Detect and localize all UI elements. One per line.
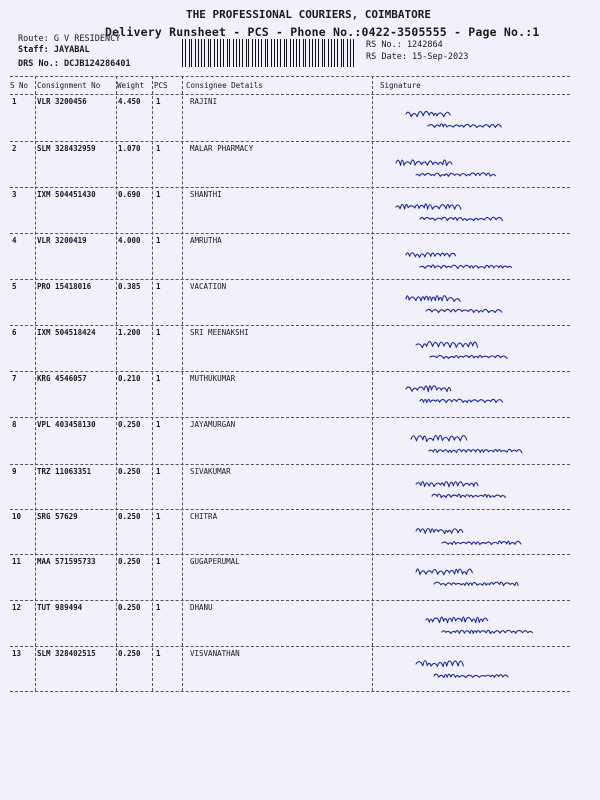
row-consignment-no: TRZ 11063351 [37, 467, 92, 476]
row-consignment-no: VLR 3200456 [37, 97, 87, 106]
signature-image [376, 373, 566, 417]
row-weight: 0.385 [118, 282, 141, 291]
row-sno: 6 [12, 328, 17, 337]
row-consignment-no: KRG 4546057 [37, 374, 87, 383]
row-pcs: 1 [156, 144, 161, 153]
row-consignment-no: VPL 403458130 [37, 420, 96, 429]
row-sno: 2 [12, 144, 17, 153]
row-pcs: 1 [156, 374, 161, 383]
row-divider [10, 464, 570, 465]
row-sno: 10 [12, 512, 22, 521]
signature-image [376, 281, 566, 325]
row-sno: 13 [12, 649, 22, 658]
col-header-signature: Signature [380, 81, 421, 90]
signature-image [376, 143, 566, 187]
row-divider [10, 325, 570, 326]
row-pcs: 1 [156, 420, 161, 429]
row-consignment-no: IXM 504518424 [37, 328, 96, 337]
row-consignee: JAYAMURGAN [190, 420, 236, 429]
row-divider [10, 600, 570, 601]
col-header-sno: S No [10, 81, 29, 90]
row-pcs: 1 [156, 512, 161, 521]
barcode [182, 39, 356, 67]
column-divider [372, 76, 373, 691]
row-weight: 0.250 [118, 467, 141, 476]
row-consignee: VISVANATHAN [190, 649, 240, 658]
runsheet-title: Delivery Runsheet - PCS - Phone No.:0422-3505555 - Page No.:1 [105, 25, 540, 39]
row-consignee: SHANTHI [190, 190, 222, 199]
row-pcs: 1 [156, 557, 161, 566]
row-consignee: CHITRA [190, 512, 218, 521]
table-top-divider [10, 76, 570, 77]
signature-image [376, 648, 566, 692]
row-consignment-no: MAA 571595733 [37, 557, 96, 566]
row-consignment-no: SRG 57629 [37, 512, 78, 521]
row-divider [10, 141, 570, 142]
row-weight: 0.250 [118, 603, 141, 612]
row-divider [10, 371, 570, 372]
column-divider [182, 76, 183, 691]
row-weight: 0.250 [118, 512, 141, 521]
row-divider [10, 233, 570, 234]
row-sno: 4 [12, 236, 17, 245]
col-header-consignment: Consignment No [37, 81, 101, 90]
staff-label: Staff: JAYABAL [18, 45, 90, 55]
row-consignment-no: PRO 15418016 [37, 282, 92, 291]
row-consignee: MUTHUKUMAR [190, 374, 236, 383]
row-weight: 4.000 [118, 236, 141, 245]
column-divider [116, 76, 117, 691]
row-sno: 7 [12, 374, 17, 383]
row-consignee: MALAR PHARMACY [190, 144, 254, 153]
row-divider [10, 646, 570, 647]
row-consignment-no: VLR 3200419 [37, 236, 87, 245]
row-consignee: DHANU [190, 603, 213, 612]
row-sno: 12 [12, 603, 22, 612]
row-sno: 11 [12, 557, 22, 566]
row-consignee: SRI MEENAKSHI [190, 328, 249, 337]
row-pcs: 1 [156, 328, 161, 337]
row-pcs: 1 [156, 467, 161, 476]
row-pcs: 1 [156, 236, 161, 245]
row-divider [10, 187, 570, 188]
row-consignee: GUGAPERUMAL [190, 557, 240, 566]
row-weight: 0.250 [118, 649, 141, 658]
row-weight: 0.250 [118, 557, 141, 566]
row-weight: 0.250 [118, 420, 141, 429]
signature-image [376, 466, 566, 510]
signature-image [376, 556, 566, 600]
row-consignment-no: SLM 328432959 [37, 144, 96, 153]
signature-image [376, 511, 566, 555]
row-weight: 0.210 [118, 374, 141, 383]
signature-image [376, 419, 566, 463]
row-divider [10, 691, 570, 692]
row-sno: 9 [12, 467, 17, 476]
col-header-consignee: Consignee Details [186, 81, 263, 90]
row-sno: 3 [12, 190, 17, 199]
row-divider [10, 509, 570, 510]
rs-number: RS No.: 1242864 [366, 40, 443, 50]
row-pcs: 1 [156, 282, 161, 291]
row-divider [10, 417, 570, 418]
row-consignment-no: TUT 989494 [37, 603, 83, 612]
signature-image [376, 602, 566, 646]
row-pcs: 1 [156, 97, 161, 106]
route-label: Route: G V RESIDENCY [18, 34, 121, 44]
rs-date: RS Date: 15-Sep-2023 [366, 52, 469, 62]
row-pcs: 1 [156, 603, 161, 612]
col-header-weight: Weight [117, 81, 145, 90]
signature-image [376, 96, 566, 140]
drs-number: DRS No.: DCJB124286401 [18, 59, 131, 69]
company-name: THE PROFESSIONAL COURIERS, COIMBATORE [186, 8, 432, 21]
row-sno: 8 [12, 420, 17, 429]
row-consignee: SIVAKUMAR [190, 467, 231, 476]
row-weight: 0.690 [118, 190, 141, 199]
row-divider [10, 554, 570, 555]
row-weight: 1.070 [118, 144, 141, 153]
row-sno: 5 [12, 282, 17, 291]
row-consignment-no: SLM 328402515 [37, 649, 96, 658]
row-consignee: VACATION [190, 282, 227, 291]
row-pcs: 1 [156, 190, 161, 199]
row-weight: 1.200 [118, 328, 141, 337]
row-divider [10, 279, 570, 280]
signature-image [376, 327, 566, 371]
column-divider [35, 76, 36, 691]
signature-image [376, 235, 566, 279]
signature-image [376, 189, 566, 233]
row-consignee: RAJINI [190, 97, 218, 106]
row-weight: 4.450 [118, 97, 141, 106]
header-divider [10, 94, 570, 95]
row-consignment-no: IXM 504451430 [37, 190, 96, 199]
row-sno: 1 [12, 97, 17, 106]
row-pcs: 1 [156, 649, 161, 658]
col-header-pcs: PCS [154, 81, 168, 90]
column-divider [152, 76, 153, 691]
row-consignee: AMRUTHA [190, 236, 222, 245]
